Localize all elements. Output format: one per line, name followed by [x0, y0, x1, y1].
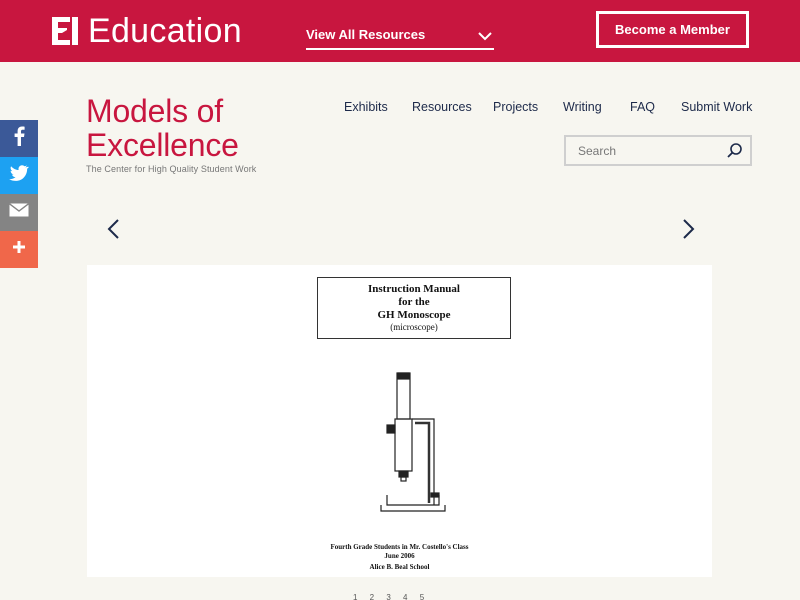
microscope-drawing: [367, 365, 467, 520]
chevron-right-icon: [678, 227, 698, 244]
chevron-down-icon: [478, 28, 492, 46]
site-title-line1: Models of: [86, 93, 223, 129]
facebook-icon: [13, 126, 25, 151]
resources-dropdown-label: View All Resources: [306, 27, 426, 42]
manual-title-line4: (microscope): [390, 322, 438, 332]
search-box: [564, 135, 752, 166]
plus-icon: [12, 240, 26, 259]
site-title-line2: Excellence: [86, 127, 239, 163]
become-member-button[interactable]: Become a Member: [596, 11, 749, 48]
manual-title-line1: Instruction Manual: [368, 283, 460, 295]
manual-title-line2: for the: [398, 296, 430, 308]
nav-faq[interactable]: FAQ: [630, 100, 656, 114]
carousel-pagination[interactable]: 1 2 3 4 5: [353, 593, 430, 600]
nav-resources[interactable]: Resources: [412, 100, 472, 114]
top-bar: [0, 0, 800, 62]
view-all-resources-dropdown[interactable]: [306, 18, 494, 50]
brand-text: Education: [88, 12, 242, 50]
models-of-excellence-logo[interactable]: [86, 94, 256, 174]
nav-exhibits[interactable]: Exhibits: [344, 100, 388, 114]
email-icon: [9, 203, 29, 222]
chevron-left-icon: [104, 227, 124, 244]
credit-line1: Fourth Grade Students in Mr. Costello's Class: [330, 543, 469, 551]
search-icon[interactable]: [726, 142, 744, 165]
credit-line2: June 2006: [384, 552, 415, 560]
carousel-slide-image: [87, 265, 712, 577]
twitter-icon: [9, 165, 29, 186]
social-share-bar: [0, 120, 38, 268]
el-logo-icon: [50, 15, 80, 47]
nav-submit-work[interactable]: Submit Work: [681, 100, 753, 114]
manual-title-box: [317, 277, 511, 339]
search-input[interactable]: [578, 142, 718, 160]
manual-title-line3: GH Monoscope: [377, 309, 451, 321]
twitter-share-button[interactable]: [0, 157, 38, 194]
el-education-logo[interactable]: [50, 13, 242, 49]
more-share-button[interactable]: [0, 231, 38, 268]
nav-writing[interactable]: Writing: [563, 100, 602, 114]
nav-projects[interactable]: Projects: [493, 100, 539, 114]
site-tagline: The Center for High Quality Student Work: [86, 164, 257, 174]
carousel-next-button[interactable]: [678, 218, 698, 240]
email-share-button[interactable]: [0, 194, 38, 231]
credit-line3: Alice B. Beal School: [369, 563, 430, 571]
facebook-share-button[interactable]: [0, 120, 38, 157]
carousel-prev-button[interactable]: [104, 218, 124, 240]
